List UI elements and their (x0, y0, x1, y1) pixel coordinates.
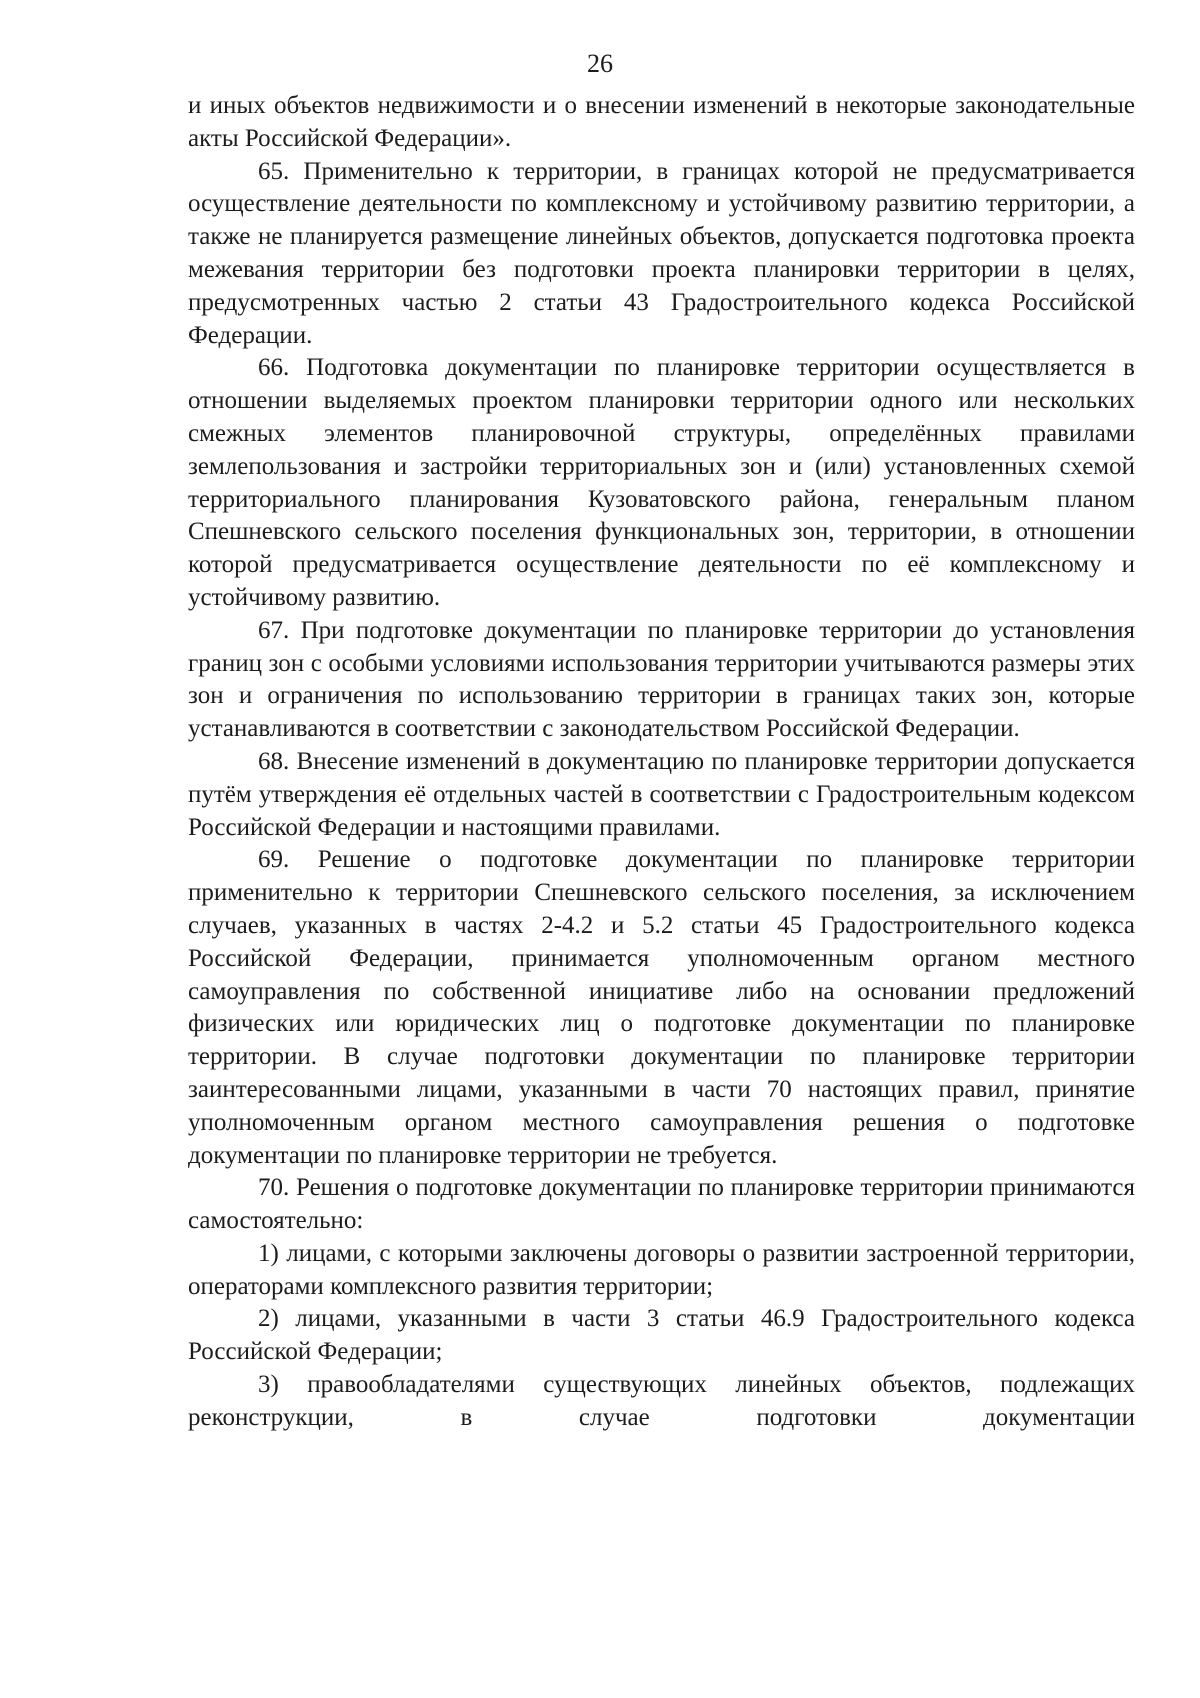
paragraph-65: 65. Применительно к территории, в границах которой не предусматривается осуществление деятельности по комплексному и устойчивому развитию территории, а также не планируется размещение линейных объектов, допускается подготовка проекта межевания территории без подготовки проекта планировки территории в целях, предусмотренных частью 2 статьи 43 Градостроительного кодекса Российской Федерации. (188, 157, 1135, 349)
paragraph-continuation: и иных объектов недвижимости и о внесении изменений в некоторые законодательные акты Российской Федерации». (188, 92, 1135, 152)
paragraph-68: 68. Внесение изменений в документацию по планировке территории допускается путём утверждения её отдельных частей в соответствии с Градостроительным кодексом Российской Федерации и настоящими правилами. (188, 747, 1135, 841)
paragraph-66: 66. Подготовка документации по планировке территории осуществляется в отношении выделяемых проектом планировки территории одного или нескольких смежных элементов планировочной структуры, определённых правилами землепользования и застройки территориальных зон и (или) установленных схемой территориального планирования Кузоватовского района, генеральным планом Спешневского сельского поселения функциональных зон, территории, в отношении которой предусматривается осуществление деятельности по её комплексному и устойчивому развитию. (188, 354, 1135, 611)
list-item-3: 3) правообладателями существующих линейных объектов, подлежащих реконструкции, в случае подготовки документации (188, 1371, 1135, 1431)
page-number: 26 (587, 49, 613, 78)
paragraph-69: 69. Решение о подготовке документации по планировке территории применительно к территории Спешневского сельского поселения, за исключением случаев, указанных в частях 2-4.2 и 5.2 статьи 45 Градостроительного кодекса Российской Федерации, принимается уполномоченным органом местного самоуправления по собственной инициативе либо на основании предложений физических или юридических лиц о подготовке документации по планировке территории. В случае подготовки документации по планировке территории заинтересованными лицами, указанными в части 70 настоящих правил, принятие уполномоченным органом местного самоуправления решения о подготовке документации по планировке территории не требуется. (188, 846, 1135, 1169)
paragraph-67: 67. При подготовке документации по планировке территории до установления границ зон с особыми условиями использования территории учитываются размеры этих зон и ограничения по использованию территории в границах таких зон, которые устанавливаются в соответствии с законодательством Российской Федерации. (188, 616, 1135, 743)
list-item-2: 2) лицами, указанными в части 3 статьи 46.9 Градостроительного кодекса Российской Федерации; (188, 1305, 1135, 1366)
list-item-1: 1) лицами, с которыми заключены договоры о развитии застроенной территории, операторами комплексного развития территории; (188, 1239, 1135, 1300)
paragraph-70: 70. Решения о подготовке документации по планировке территории принимаются самостоятельно: (188, 1174, 1135, 1235)
document-body (188, 90, 1135, 1435)
